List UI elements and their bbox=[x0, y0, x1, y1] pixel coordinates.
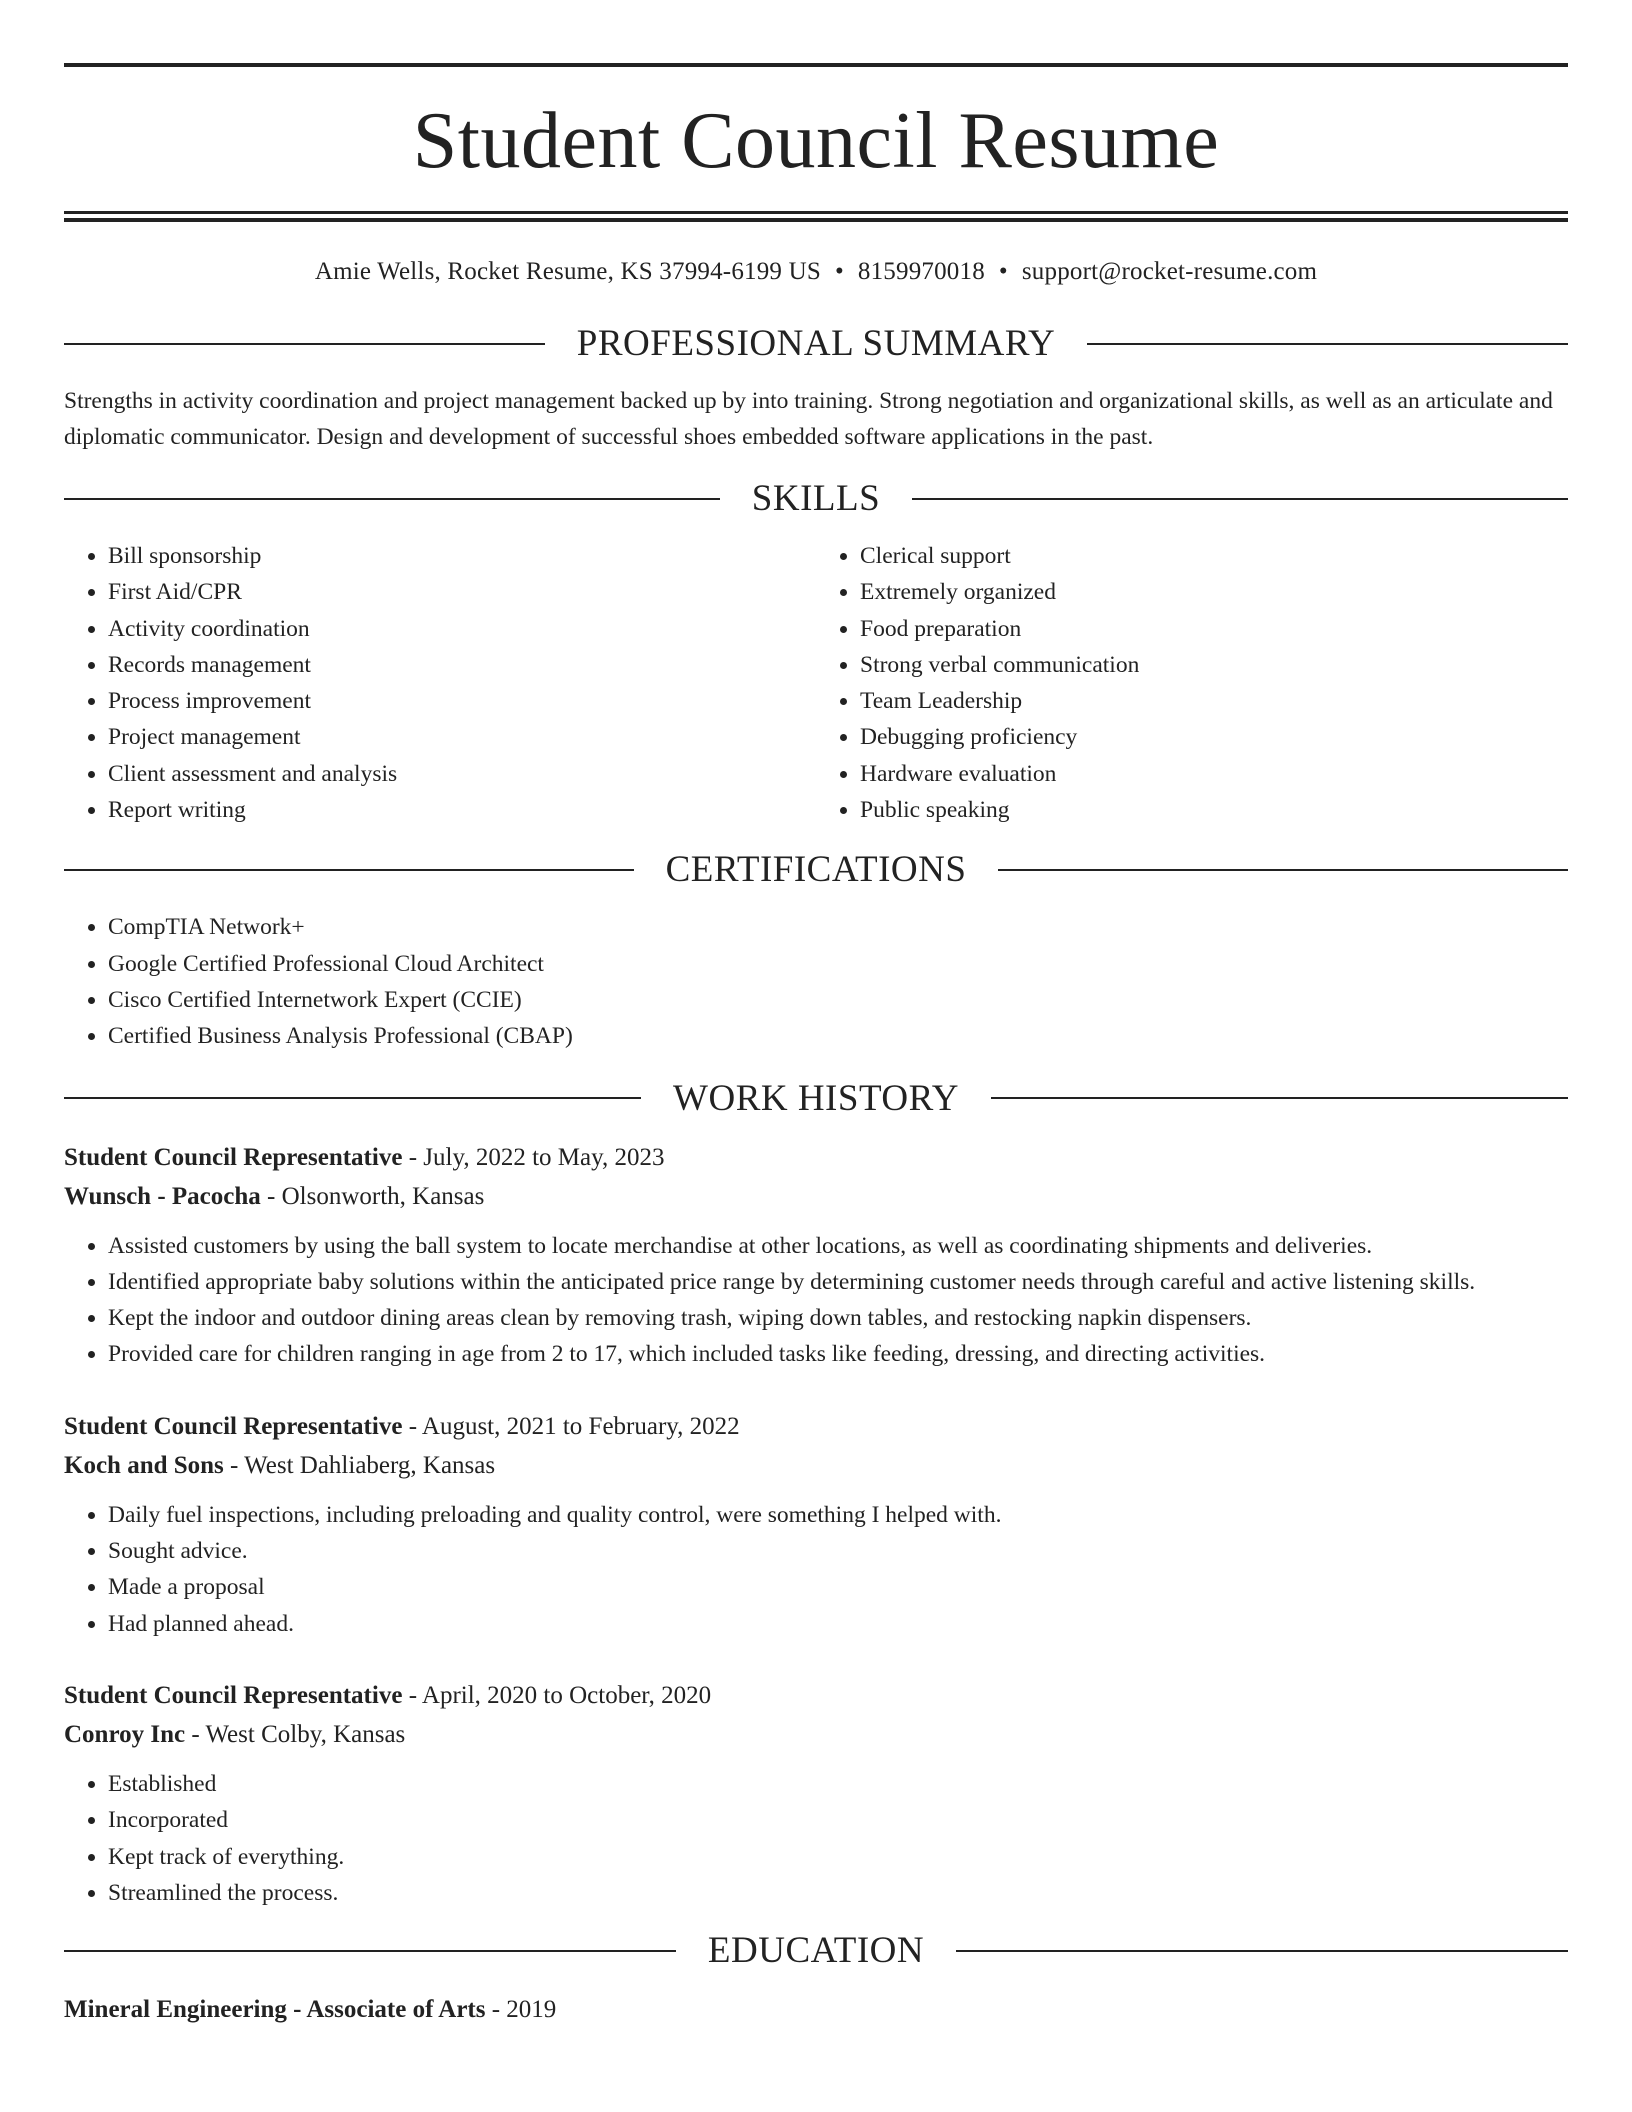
section-heading-certifications bbox=[64, 848, 1568, 891]
page-title: Student Council Resume bbox=[412, 97, 1220, 185]
skill-item: • Public speaking bbox=[860, 792, 1568, 828]
job-bullet: • Assisted customers by using the ball system to locate merchandise at other locations, as well as coordinating shipments and deliveries. bbox=[108, 1228, 1568, 1264]
job-title: Student Council Representative bbox=[64, 1412, 403, 1440]
certification-item: • Cisco Certified Internetwork Expert (CCIE) bbox=[108, 982, 1568, 1018]
skills-column-right bbox=[816, 538, 1568, 828]
skill-item: • Process improvement bbox=[108, 683, 816, 719]
section-heading-work-history bbox=[64, 1077, 1568, 1120]
heading-rule bbox=[991, 1097, 1568, 1099]
skill-item: • Report writing bbox=[108, 792, 816, 828]
job-bullet: • Identified appropriate baby solutions within the anticipated price range by determining customer needs through careful and active listening skills. bbox=[108, 1264, 1568, 1300]
job-bullet: • Provided care for children ranging in age from 2 to 17, which included tasks like feeding, dressing, and directing activities. bbox=[108, 1336, 1568, 1372]
heading-rule bbox=[912, 498, 1568, 500]
contact-email: support@rocket-resume.com bbox=[1021, 258, 1318, 285]
job-bullet: • Streamlined the process. bbox=[108, 1875, 1568, 1911]
contact-separator: • bbox=[998, 258, 1008, 285]
heading-rule bbox=[64, 1950, 676, 1952]
job-company-line bbox=[64, 1446, 1568, 1485]
certification-item: • Google Certified Professional Cloud Architect bbox=[108, 946, 1568, 982]
job-entry bbox=[64, 1676, 1568, 1911]
job-location: - West Colby, Kansas bbox=[185, 1720, 406, 1748]
job-entry bbox=[64, 1138, 1568, 1373]
job-company-line bbox=[64, 1177, 1568, 1216]
skills-column-left bbox=[64, 538, 816, 828]
contact-phone: 8159970018 bbox=[857, 258, 985, 285]
job-bullets bbox=[64, 1228, 1568, 1373]
job-dates: - August, 2021 to February, 2022 bbox=[402, 1412, 740, 1440]
job-company: Koch and Sons bbox=[64, 1451, 224, 1479]
education-year: - 2019 bbox=[485, 1996, 557, 2024]
job-bullet: • Sought advice. bbox=[108, 1533, 1568, 1569]
job-title-line bbox=[64, 1407, 1568, 1446]
section-heading-label: EDUCATION bbox=[707, 1930, 925, 1972]
job-title: Student Council Representative bbox=[64, 1143, 403, 1171]
section-heading-skills bbox=[64, 477, 1568, 520]
heading-rule bbox=[64, 343, 545, 345]
job-location: - West Dahliaberg, Kansas bbox=[223, 1451, 496, 1479]
summary-text: Strengths in activity coordination and project management backed up by into training. Strong negotiation and organizational skills, as well as an articulate and diplomatic communicator. Design and development of successful shoes embedded software applications in the past. bbox=[64, 388, 1553, 450]
heading-rule bbox=[64, 869, 634, 871]
skill-item: • Client assessment and analysis bbox=[108, 756, 816, 792]
job-bullet: • Daily fuel inspections, including preloading and quality control, were something I helped with. bbox=[108, 1497, 1568, 1533]
job-dates: - April, 2020 to October, 2020 bbox=[402, 1681, 712, 1709]
job-entry bbox=[64, 1407, 1568, 1642]
job-bullet: • Had planned ahead. bbox=[108, 1606, 1568, 1642]
heading-rule bbox=[956, 1950, 1568, 1952]
skill-item: • Hardware evaluation bbox=[860, 756, 1568, 792]
heading-rule bbox=[1087, 343, 1568, 345]
job-title-line bbox=[64, 1676, 1568, 1715]
skill-item: • Clerical support bbox=[860, 538, 1568, 574]
skill-item: • Strong verbal communication bbox=[860, 647, 1568, 683]
section-heading-label: CERTIFICATIONS bbox=[665, 849, 967, 891]
job-bullet: • Kept the indoor and outdoor dining areas clean by removing trash, wiping down tables, and restocking napkin dispensers. bbox=[108, 1300, 1568, 1336]
job-company: Conroy Inc bbox=[64, 1720, 186, 1748]
certification-item: • Certified Business Analysis Professional (CBAP) bbox=[108, 1018, 1568, 1054]
section-heading-education bbox=[64, 1929, 1568, 1972]
job-bullet: • Made a proposal bbox=[108, 1569, 1568, 1605]
job-location: - Olsonworth, Kansas bbox=[260, 1182, 485, 1210]
job-title-line bbox=[64, 1138, 1568, 1177]
skill-item: • Team Leadership bbox=[860, 683, 1568, 719]
job-bullet: • Kept track of everything. bbox=[108, 1839, 1568, 1875]
contact-address: Amie Wells, Rocket Resume, KS 37994-6199 US bbox=[314, 258, 821, 285]
job-bullet: • Established bbox=[108, 1766, 1568, 1802]
certifications-list bbox=[64, 909, 1568, 1054]
section-heading-label: WORK HISTORY bbox=[673, 1077, 959, 1119]
skill-item: • Food preparation bbox=[860, 611, 1568, 647]
education-degree: Mineral Engineering - Associate of Arts bbox=[64, 1996, 486, 2024]
heading-rule bbox=[64, 498, 720, 500]
job-company: Wunsch - Pacocha bbox=[64, 1182, 261, 1210]
section-heading-summary bbox=[64, 322, 1568, 365]
header-double-rule bbox=[64, 211, 1568, 222]
skill-item: • Debugging proficiency bbox=[860, 719, 1568, 755]
skill-item: • Records management bbox=[108, 647, 816, 683]
section-heading-label: PROFESSIONAL SUMMARY bbox=[576, 323, 1056, 364]
job-bullet: • Incorporated bbox=[108, 1802, 1568, 1838]
job-dates: - July, 2022 to May, 2023 bbox=[402, 1143, 665, 1171]
job-bullets bbox=[64, 1766, 1568, 1911]
job-bullets bbox=[64, 1497, 1568, 1642]
skill-item: • Extremely organized bbox=[860, 574, 1568, 610]
section-heading-label: SKILLS bbox=[751, 478, 881, 519]
certification-item: • CompTIA Network+ bbox=[108, 909, 1568, 945]
contact-separator: • bbox=[834, 258, 844, 285]
heading-rule bbox=[998, 869, 1568, 871]
heading-rule bbox=[64, 1097, 641, 1099]
education-entry bbox=[64, 1990, 1568, 2029]
contact-line bbox=[64, 258, 1568, 286]
skills-list bbox=[64, 538, 1568, 828]
skill-item: • Project management bbox=[108, 719, 816, 755]
job-company-line bbox=[64, 1715, 1568, 1754]
skill-item: • Activity coordination bbox=[108, 611, 816, 647]
skill-item: • Bill sponsorship bbox=[108, 538, 816, 574]
skill-item: • First Aid/CPR bbox=[108, 574, 816, 610]
header-top-rule bbox=[64, 63, 1568, 67]
job-title: Student Council Representative bbox=[64, 1681, 403, 1709]
